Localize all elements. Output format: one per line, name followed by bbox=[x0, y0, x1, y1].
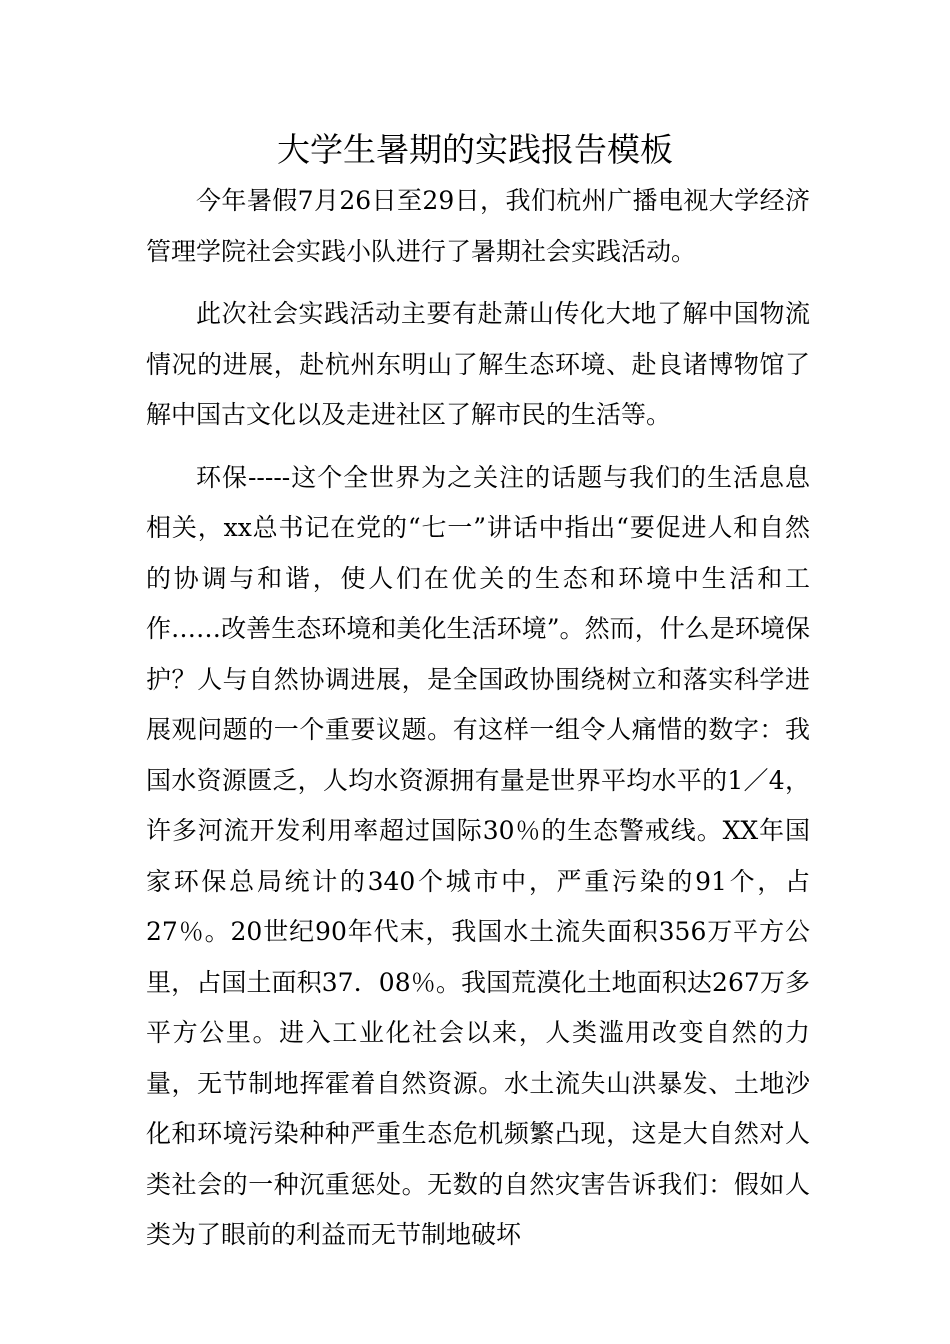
document-body bbox=[146, 176, 810, 1261]
paragraph-2: 此次社会实践活动主要有赴萧山传化大地了解中国物流情况的进展，赴杭州东明山了解生态环境、赴良诸博物馆了解中国古文化以及走进社区了解市民的生活等。 bbox=[146, 299, 810, 429]
document-title: 大学生暑期的实践报告模板 bbox=[277, 130, 673, 169]
paragraph-3: 环保-----这个全世界为之关注的话题与我们的生活息息相关，xx总书记在党的“七一”讲话中指出“要促进人和自然的协调与和谐，使人们在优关的生态和环境中生活和工作……改善生态环境和美化生活环境”。然而，什么是环境保护？人与自然协调进展，是全国政协围绕树立和落实科学进展观问题的一个重要议题。有这样一组令人痛惜的数字：我国水资源匮乏，人均水资源拥有量是世界平均水平的1／4，许多河流开发利用率超过国际30％的生态警戒线。XX年国家环保总局统计的340个城市中，严重污染的91个，占27％。20世纪90年代末，我国水土流失面积356万平方公里，占国土面积37．08％。我国荒漠化土地面积达267万多平方公里。进入工业化社会以来，人类滥用改变自然的力量，无节制地挥霍着自然资源。水土流失山洪暴发、土地沙化和环境污染种种严重生态危机频繁凸现，这是大自然对人类社会的一种沉重惩处。无数的自然灾害告诉我们：假如人类为了眼前的利益而无节制地破坏 bbox=[146, 462, 810, 1249]
paragraph-1: 今年暑假7月26日至29日，我们杭州广播电视大学经济管理学院社会实践小队进行了暑期社会实践活动。 bbox=[146, 186, 810, 266]
